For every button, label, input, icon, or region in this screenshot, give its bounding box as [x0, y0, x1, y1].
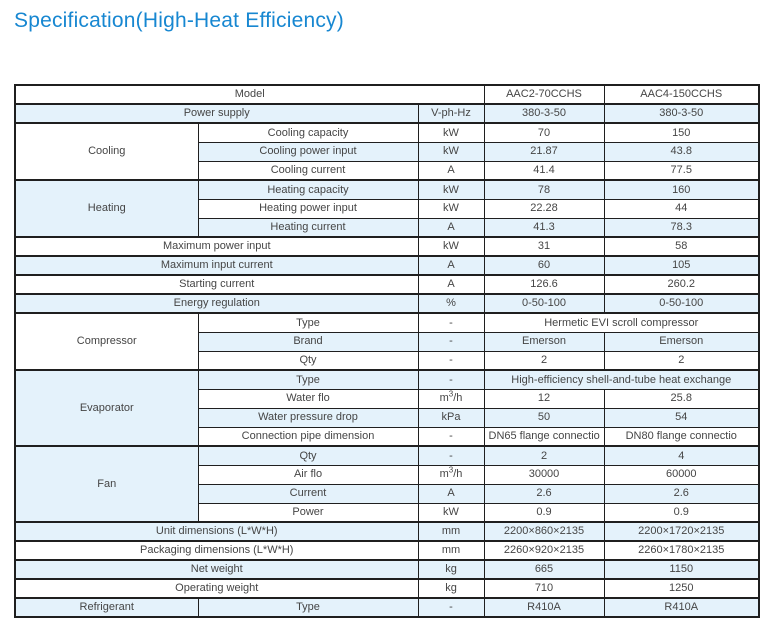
- unit-cell: kPa: [418, 408, 484, 427]
- value-cell: DN65 flange connectio: [484, 427, 604, 446]
- value-cell: DN80 flange connectio: [604, 427, 759, 446]
- category-cell: Starting current: [15, 275, 418, 294]
- value-cell: 126.6: [484, 275, 604, 294]
- unit-cell: -: [418, 370, 484, 389]
- unit-cell: kW: [418, 123, 484, 142]
- subcategory-cell: Water pressure drop: [198, 408, 418, 427]
- subcategory-cell: Connection pipe dimension: [198, 427, 418, 446]
- value-cell: 105: [604, 256, 759, 275]
- value-cell: 22.28: [484, 199, 604, 218]
- unit-cell: kg: [418, 560, 484, 579]
- unit-cell: A: [418, 256, 484, 275]
- subcategory-cell: Type: [198, 313, 418, 332]
- value-cell: 30000: [484, 465, 604, 484]
- unit-cell: kW: [418, 503, 484, 522]
- value-cell: 2260×1780×2135: [604, 541, 759, 560]
- value-cell: 160: [604, 180, 759, 199]
- table-row: [15, 522, 759, 541]
- value-cell: 2: [484, 446, 604, 465]
- unit-cell: $m^3/h$: [418, 389, 484, 408]
- value-cell: 150: [604, 123, 759, 142]
- value-cell: 2.6: [484, 484, 604, 503]
- unit-cell: -: [418, 351, 484, 370]
- subcategory-cell: Heating current: [198, 218, 418, 237]
- value-cell: 260.2: [604, 275, 759, 294]
- value-cell: 78.3: [604, 218, 759, 237]
- value-cell: R410A: [484, 598, 604, 617]
- subcategory-cell: Power: [198, 503, 418, 522]
- page-title: Specification(High-Heat Efficiency): [14, 9, 344, 32]
- value-cell: 31: [484, 237, 604, 256]
- unit-cell: %: [418, 294, 484, 313]
- category-cell: Cooling: [15, 123, 198, 180]
- table-row: [15, 370, 759, 389]
- subcategory-cell: Current: [198, 484, 418, 503]
- value-cell: 380-3-50: [484, 104, 604, 123]
- table-row: [15, 237, 759, 256]
- value-cell: 2: [484, 351, 604, 370]
- value-cell: 710: [484, 579, 604, 598]
- value-cell: R410A: [604, 598, 759, 617]
- category-cell: Evaporator: [15, 370, 198, 446]
- table-row: [15, 294, 759, 313]
- value-cell: 0.9: [604, 503, 759, 522]
- value-cell: 77.5: [604, 161, 759, 180]
- unit-cell: -: [418, 313, 484, 332]
- unit-cell: kW: [418, 180, 484, 199]
- value-cell: Emerson: [604, 332, 759, 351]
- value-cell: 54: [604, 408, 759, 427]
- category-cell: Unit dimensions (L*W*H): [15, 522, 418, 541]
- value-cell: AAC4-150CCHS: [604, 85, 759, 104]
- category-cell: Power supply: [15, 104, 418, 123]
- value-cell: 0.9: [484, 503, 604, 522]
- value-cell: 12: [484, 389, 604, 408]
- subcategory-cell: Type: [198, 370, 418, 389]
- unit-cell: kW: [418, 142, 484, 161]
- subcategory-cell: Cooling capacity: [198, 123, 418, 142]
- value-cell: 2.6: [604, 484, 759, 503]
- unit-cell: -: [418, 332, 484, 351]
- subcategory-cell: Brand: [198, 332, 418, 351]
- subcategory-cell: Type: [198, 598, 418, 617]
- subcategory-cell: Cooling current: [198, 161, 418, 180]
- table-row: [15, 541, 759, 560]
- table-row: [15, 104, 759, 123]
- value-cell: High-efficiency shell-and-tube heat exchange: [484, 370, 759, 389]
- subcategory-cell: Cooling power input: [198, 142, 418, 161]
- specification-table: [14, 84, 760, 618]
- subcategory-cell: Water flo: [198, 389, 418, 408]
- value-cell: AAC2-70CCHS: [484, 85, 604, 104]
- value-cell: 41.4: [484, 161, 604, 180]
- value-cell: 60: [484, 256, 604, 275]
- table-row: [15, 123, 759, 142]
- category-cell: Operating weight: [15, 579, 418, 598]
- subcategory-cell: Heating capacity: [198, 180, 418, 199]
- value-cell: 2200×860×2135: [484, 522, 604, 541]
- unit-cell: V-ph-Hz: [418, 104, 484, 123]
- table-row: [15, 256, 759, 275]
- value-cell: 0-50-100: [604, 294, 759, 313]
- value-cell: 1250: [604, 579, 759, 598]
- value-cell: 2260×920×2135: [484, 541, 604, 560]
- value-cell: 43.8: [604, 142, 759, 161]
- category-cell: Model: [15, 85, 484, 104]
- value-cell: 25.8: [604, 389, 759, 408]
- category-cell: Net weight: [15, 560, 418, 579]
- value-cell: 60000: [604, 465, 759, 484]
- category-cell: Packaging dimensions (L*W*H): [15, 541, 418, 560]
- value-cell: 70: [484, 123, 604, 142]
- value-cell: 1150: [604, 560, 759, 579]
- value-cell: 58: [604, 237, 759, 256]
- unit-cell: kg: [418, 579, 484, 598]
- category-cell: Refrigerant: [15, 598, 198, 617]
- table-row: [15, 313, 759, 332]
- unit-cell: mm: [418, 522, 484, 541]
- subcategory-cell: Qty: [198, 446, 418, 465]
- table-row: [15, 560, 759, 579]
- value-cell: 2: [604, 351, 759, 370]
- value-cell: 50: [484, 408, 604, 427]
- unit-cell: mm: [418, 541, 484, 560]
- value-cell: 4: [604, 446, 759, 465]
- unit-cell: kW: [418, 199, 484, 218]
- subcategory-cell: Qty: [198, 351, 418, 370]
- category-cell: Maximum power input: [15, 237, 418, 256]
- unit-cell: A: [418, 161, 484, 180]
- category-cell: Maximum input current: [15, 256, 418, 275]
- unit-cell: -: [418, 598, 484, 617]
- value-cell: 21.87: [484, 142, 604, 161]
- category-cell: Fan: [15, 446, 198, 522]
- value-cell: 2200×1720×2135: [604, 522, 759, 541]
- unit-cell: -: [418, 446, 484, 465]
- unit-cell: $m^3/h$: [418, 465, 484, 484]
- table-row: [15, 180, 759, 199]
- table-body: [15, 85, 759, 617]
- value-cell: Hermetic EVI scroll compressor: [484, 313, 759, 332]
- value-cell: Emerson: [484, 332, 604, 351]
- subcategory-cell: Heating power input: [198, 199, 418, 218]
- unit-cell: A: [418, 275, 484, 294]
- unit-cell: A: [418, 218, 484, 237]
- value-cell: 41.3: [484, 218, 604, 237]
- category-cell: Energy regulation: [15, 294, 418, 313]
- subcategory-cell: Air flo: [198, 465, 418, 484]
- table-row: [15, 275, 759, 294]
- table-row: [15, 446, 759, 465]
- unit-cell: -: [418, 427, 484, 446]
- value-cell: 0-50-100: [484, 294, 604, 313]
- unit-cell: kW: [418, 237, 484, 256]
- category-cell: Heating: [15, 180, 198, 237]
- value-cell: 78: [484, 180, 604, 199]
- table-row: [15, 85, 759, 104]
- table-row: [15, 579, 759, 598]
- value-cell: 665: [484, 560, 604, 579]
- value-cell: 380-3-50: [604, 104, 759, 123]
- value-cell: 44: [604, 199, 759, 218]
- unit-cell: A: [418, 484, 484, 503]
- table-row: [15, 598, 759, 617]
- category-cell: Compressor: [15, 313, 198, 370]
